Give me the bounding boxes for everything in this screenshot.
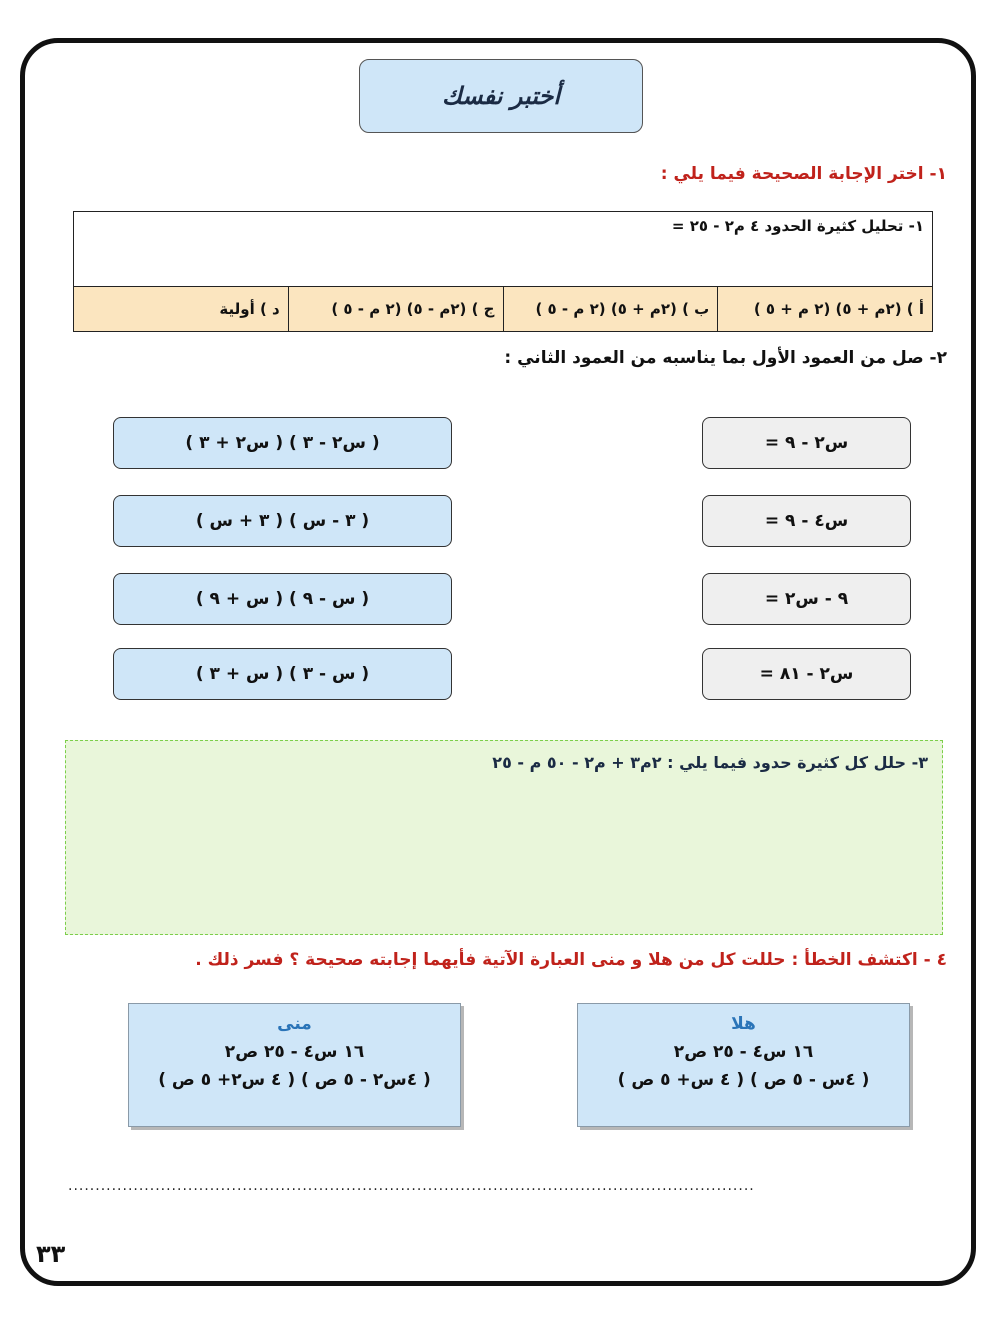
option-a[interactable]: أ ) (٢م + ٥) (٢ م + ٥ ): [718, 287, 933, 332]
hala-expression: ١٦ س٤ - ٢٥ ص٢: [673, 1042, 814, 1062]
page-title: أختبر نفسك: [359, 59, 643, 133]
hala-answer: ( ٤س - ٥ ص ) ( ٤ س+ ٥ ص ): [617, 1070, 870, 1090]
option-c[interactable]: ج ) (٢م - ٥) (٢ م - ٥ ): [288, 287, 503, 332]
mona-name: منى: [277, 1014, 312, 1034]
match-right-item[interactable]: ( ٣ - س ) ( ٣ + س ): [113, 495, 452, 547]
question-1-heading: ١- اختر الإجابة الصحيحة فيما يلي :: [660, 164, 947, 184]
match-left-item[interactable]: ٩ - س٢ =: [702, 573, 911, 625]
match-left-item[interactable]: س٢ - ٩ =: [702, 417, 911, 469]
match-left-item[interactable]: س٢ - ٨١ =: [702, 648, 911, 700]
mona-answer: ( ٤س٢ - ٥ ص ) ( ٤ س٢+ ٥ ص ): [158, 1070, 431, 1090]
mona-card: [128, 1003, 461, 1127]
mc-question: ١- تحليل كثيرة الحدود ٤ م٢ - ٢٥ =: [74, 212, 933, 287]
option-d[interactable]: د ) أولية: [74, 287, 289, 332]
match-right-item[interactable]: ( س - ٣ ) ( س + ٣ ): [113, 648, 452, 700]
answer-line[interactable]: ..............................................................................................................................: [68, 1178, 755, 1194]
page-number: ٣٣: [36, 1240, 66, 1268]
match-right-item[interactable]: ( س - ٩ ) ( س + ٩ ): [113, 573, 452, 625]
option-b[interactable]: ب ) (٢م + ٥) (٢ م - ٥ ): [503, 287, 718, 332]
question-4-heading: ٤ - اكتشف الخطأ : حللت كل من هلا و منى العبارة الآتية فأيهما إجابته صحيحة ؟ فسر ذلك .: [195, 950, 947, 970]
mona-expression: ١٦ س٤ - ٢٥ ص٢: [224, 1042, 365, 1062]
hala-name: هلا: [731, 1014, 756, 1034]
question-2-heading: ٢- صل من العمود الأول بما يناسبه من العمود الثاني :: [504, 348, 947, 368]
question-3-text: ٣- حلل كل كثيرة حدود فيما يلي : ٢م٣ + م٢ - ٥٠ م - ٢٥: [492, 753, 928, 772]
hala-card: [577, 1003, 910, 1127]
question-3-answer-area[interactable]: [65, 740, 943, 935]
match-right-item[interactable]: ( س٢ - ٣ ) ( س٢ + ٣ ): [113, 417, 452, 469]
match-left-item[interactable]: س٤ - ٩ =: [702, 495, 911, 547]
multiple-choice-table: [73, 211, 933, 332]
